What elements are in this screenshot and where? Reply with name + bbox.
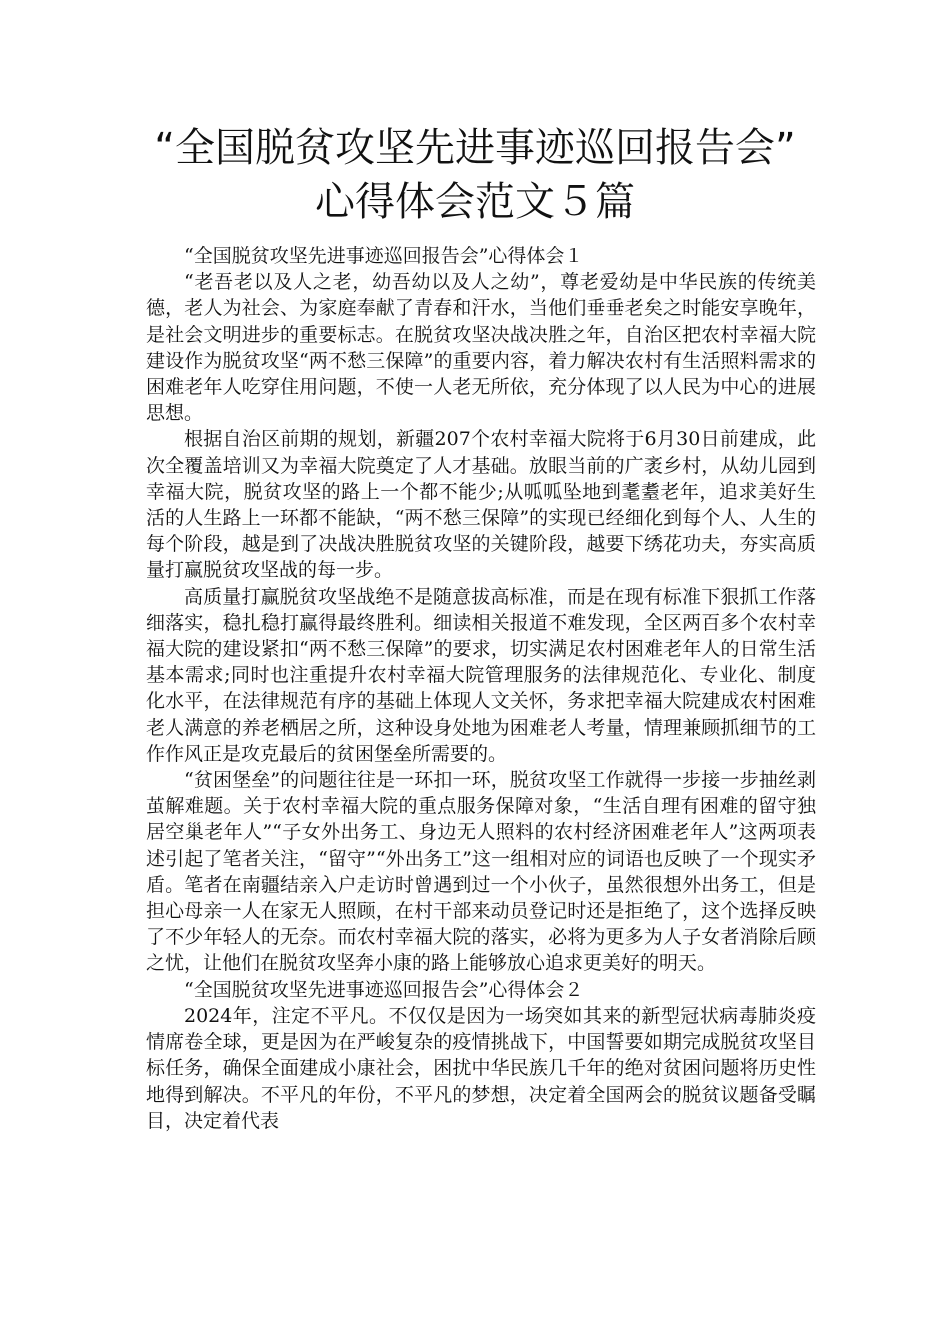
document-title-line-2: 心得体会范文５篇 bbox=[315, 179, 635, 225]
paragraph: 2024年，注定不平凡。不仅仅是因为一场突如其来的新型冠状病毒肺炎疫情席卷全球，更是因为在严峻复杂的疫情挑战下，中国誓要如期完成脱贫攻坚目标任务，确保全面建成小康社会，困扰中华民族几千年的绝对贫困问题将历史性地得到解决。不平凡的年份，不平凡的梦想，决定着全国两会的脱贫议题备受瞩目，决定着代表 bbox=[146, 1004, 816, 1132]
paragraph: “贫困堡垒”的问题往往是一环扣一环，脱贫攻坚工作就得一步接一步抽丝剥茧解难题。关于农村幸福大院的重点服务保障对象，“生活自理有困难的留守独居空巢老年人”“子女外出务工、身边无人照料的农村经济困难老年人”这两项表述引起了笔者关注，“留守”“外出务工”这一组相对应的词语也反映了一个现实矛盾。笔者在南疆结亲入户走访时曾遇到过一个小伙子，虽然很想外出务工，但是担心母亲一人在家无人照顾，在村干部来动员登记时还是拒绝了，这个选择反映了不少年轻人的无奈。而农村幸福大院的落实，必将为更多为人子女者消除后顾之忧，让他们在脱贫攻坚奔小康的路上能够放心追求更美好的明天。 bbox=[146, 769, 816, 975]
paragraph: “老吾老以及人之老，幼吾幼以及人之幼”，尊老爱幼是中华民族的传统美德，老人为社会、为家庭奉献了青春和汗水，当他们垂垂老矣之时能安享晚年，是社会文明进步的重要标志。在脱贫攻坚决战决胜之年，自治区把农村幸福大院建设作为脱贫攻坚“两不愁三保障”的重要内容，着力解决农村有生活照料需求的困难老年人吃穿住用问题，不使一人老无所依，充分体现了以人民为中心的进展思想。 bbox=[146, 271, 816, 425]
paragraph: 根据自治区前期的规划，新疆207个农村幸福大院将于6月30日前建成，此次全覆盖培训又为幸福大院奠定了人才基础。放眼当前的广袤乡村，从幼儿园到幸福大院，脱贫攻坚的路上一个都不能少;从呱呱坠地到耄耋老年，追求美好生活的人生路上一环都不能缺，“两不愁三保障”的实现已经细化到每个人、人生的每个阶段，越是到了决战决胜脱贫攻坚的关键阶段，越要下绣花功夫，夯实高质量打赢脱贫攻坚战的每一步。 bbox=[146, 428, 816, 582]
paragraph: 高质量打赢脱贫攻坚战绝不是随意拔高标准，而是在现有标准下狠抓工作落细落实，稳扎稳打赢得最终胜利。细读相关报道不难发现，全区两百多个农村幸福大院的建设紧扣“两不愁三保障”的要求，切实满足农村困难老年人的日常生活基本需求;同时也注重提升农村幸福大院管理服务的法律规范化、专业化、制度化水平，在法律规范有序的基础上体现人文关怀，务求把幸福大院建成农村困难老人满意的养老栖居之所，这种设身处地为困难老人考量，情理兼顾抓细节的工作作风正是攻克最后的贫困堡垒所需要的。 bbox=[146, 585, 816, 765]
section-heading-1: “全国脱贫攻坚先进事迹巡回报告会”心得体会１ bbox=[184, 245, 584, 267]
section-heading-2: “全国脱贫攻坚先进事迹巡回报告会”心得体会２ bbox=[184, 978, 584, 1001]
document-title-line-1: “全国脱贫攻坚先进事迹巡回报告会” bbox=[154, 125, 796, 171]
document-body bbox=[146, 243, 816, 1134]
